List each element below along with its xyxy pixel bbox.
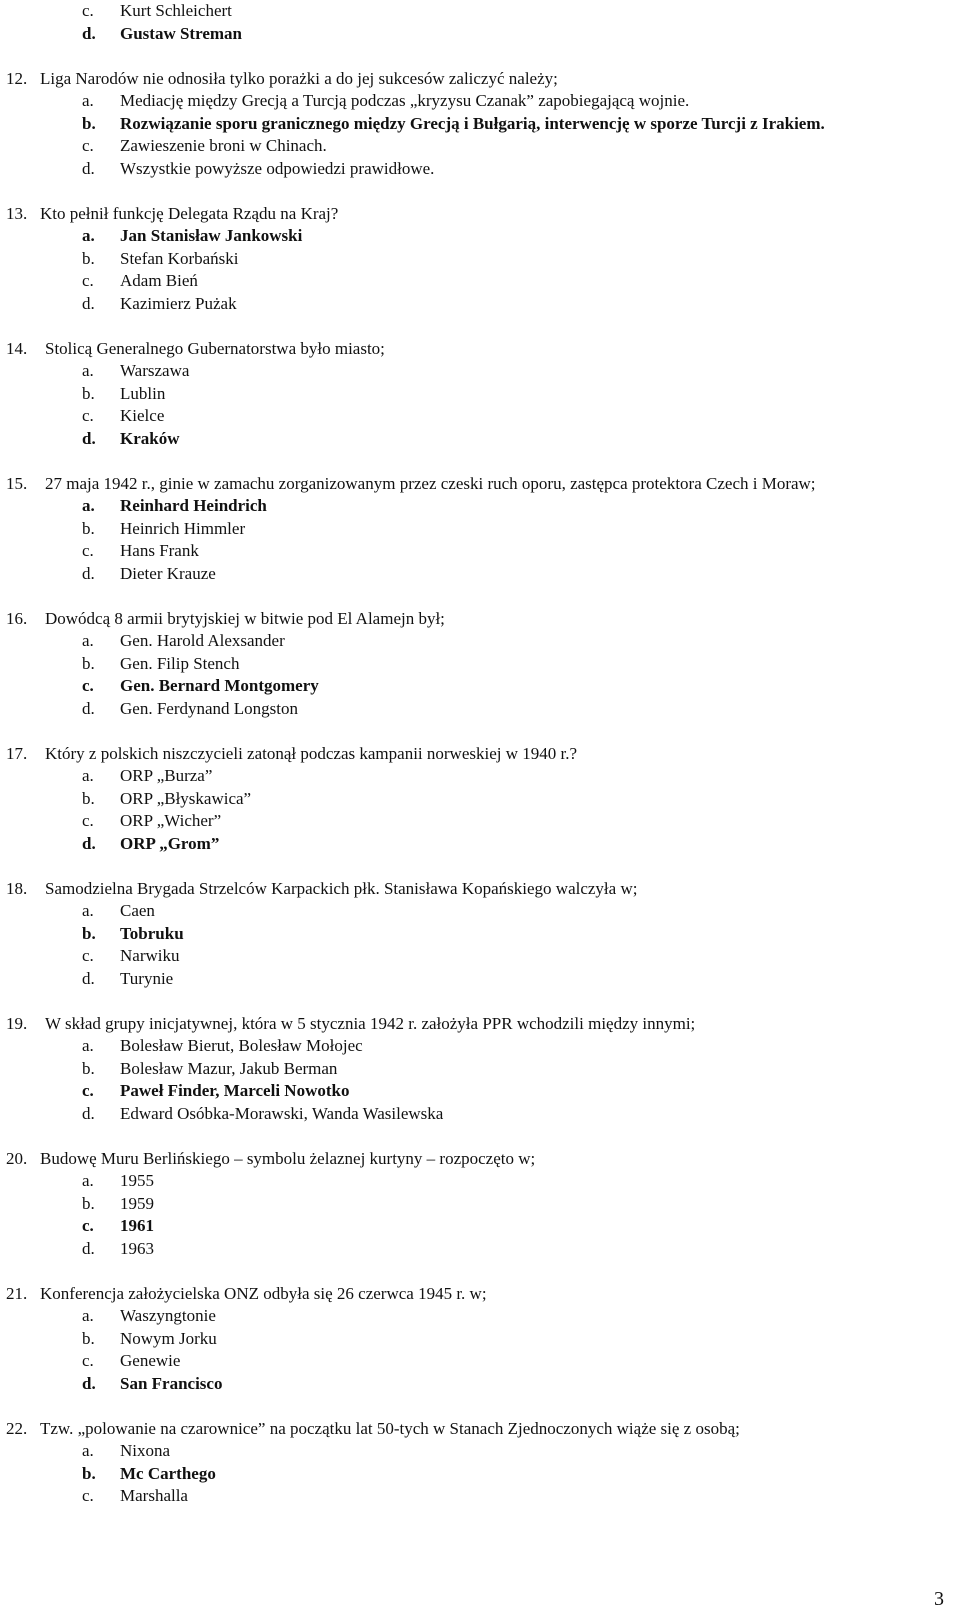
question-text: Budowę Muru Berlińskiego – symbolu żelaznej kurtyny – rozpoczęto w; bbox=[40, 1148, 536, 1168]
question-number: 22. bbox=[6, 1418, 28, 1438]
page-number: 3 bbox=[934, 1588, 944, 1610]
answer-text: 1963 bbox=[120, 1238, 154, 1258]
answer-text: ORP „Burza” bbox=[120, 766, 213, 785]
answer-text: Edward Osóbka-Morawski, Wanda Wasilewska bbox=[120, 1103, 444, 1123]
answer-letter: d. bbox=[82, 1238, 95, 1258]
answer-text: Jan Stanisław Jankowski bbox=[120, 226, 303, 245]
answer-text: Reinhard Heindrich bbox=[120, 496, 267, 515]
answer-text: Adam Bień bbox=[120, 271, 198, 290]
answer-text: Gen. Ferdynand Longston bbox=[120, 698, 299, 718]
question-text: Który z polskich niszczycieli zatonął podczas kampanii norweskiej w 1940 r.? bbox=[45, 743, 578, 763]
answer-text: Tobruku bbox=[120, 923, 184, 943]
answer-letter: a. bbox=[82, 766, 94, 785]
question-number: 13. bbox=[6, 203, 28, 223]
answer-letter: a. bbox=[82, 1171, 94, 1190]
question-text: W skład grupy inicjatywnej, która w 5 stycznia 1942 r. założyła PPR wchodzili między innymi; bbox=[45, 1013, 696, 1033]
answer-text: Gustaw Streman bbox=[120, 23, 242, 43]
answer-text: ORP „Grom” bbox=[120, 833, 220, 853]
answer-text: Nixona bbox=[120, 1441, 171, 1460]
answer-text: San Francisco bbox=[120, 1373, 223, 1393]
answer-letter: b. bbox=[82, 1463, 96, 1483]
question-number: 17. bbox=[6, 743, 28, 763]
answer-letter: c. bbox=[82, 676, 94, 695]
answer-letter: c. bbox=[82, 406, 94, 425]
answer-text: Dieter Krauze bbox=[120, 563, 216, 583]
answer-letter: a. bbox=[82, 1036, 94, 1055]
answer-letter: b. bbox=[82, 923, 96, 943]
question-text: Dowódcą 8 armii brytyjskiej w bitwie pod El Alamejn był; bbox=[45, 608, 445, 628]
question-number: 19. bbox=[6, 1013, 28, 1033]
answer-letter: a. bbox=[82, 1441, 94, 1460]
question-number: 14. bbox=[6, 338, 28, 358]
question-number: 20. bbox=[6, 1148, 28, 1168]
answer-text: Paweł Finder, Marceli Nowotko bbox=[120, 1081, 350, 1100]
answer-text: Mc Carthego bbox=[120, 1463, 216, 1483]
answer-letter: c. bbox=[82, 1486, 94, 1505]
answer-letter: b. bbox=[82, 518, 95, 538]
question-text: Tzw. „polowanie na czarownice” na początku lat 50-tych w Stanach Zjednoczonych wiąże się z osobą; bbox=[40, 1418, 740, 1438]
answer-letter: a. bbox=[82, 361, 94, 380]
question-number: 16. bbox=[6, 608, 28, 628]
answer-text: Kazimierz Pużak bbox=[120, 293, 237, 313]
question-number: 12. bbox=[6, 68, 28, 88]
answer-text: 1961 bbox=[120, 1216, 154, 1235]
answer-letter: b. bbox=[82, 1058, 95, 1078]
answer-letter: c. bbox=[82, 136, 94, 155]
answer-text: Kielce bbox=[120, 406, 165, 425]
answer-letter: b. bbox=[82, 653, 95, 673]
question-number: 21. bbox=[6, 1283, 28, 1303]
answer-text: Bolesław Mazur, Jakub Berman bbox=[120, 1058, 338, 1078]
question-number: 18. bbox=[6, 878, 28, 898]
answer-letter: d. bbox=[82, 563, 95, 583]
answer-text: Zawieszenie broni w Chinach. bbox=[120, 136, 327, 155]
question-text: Liga Narodów nie odnosiła tylko porażki a do jej sukcesów zaliczyć należy; bbox=[40, 68, 558, 88]
answer-text: Kraków bbox=[120, 428, 180, 448]
answer-letter: c. bbox=[82, 946, 94, 965]
answer-text: Gen. Filip Stench bbox=[120, 653, 240, 673]
answer-letter: c. bbox=[82, 811, 94, 830]
answer-text: Narwiku bbox=[120, 946, 180, 965]
answer-letter: d. bbox=[82, 833, 96, 853]
answer-letter: b. bbox=[82, 1328, 95, 1348]
answer-text: Rozwiązanie sporu granicznego między Grecją i Bułgarią, interwencję w sporze Turcji z Irakiem. bbox=[120, 113, 825, 133]
answer-letter: b. bbox=[82, 248, 95, 268]
answer-letter: d. bbox=[82, 428, 96, 448]
answer-letter: d. bbox=[82, 158, 95, 178]
question-text: Samodzielna Brygada Strzelców Karpackich płk. Stanisława Kopańskiego walczyła w; bbox=[45, 878, 638, 898]
answer-letter: c. bbox=[82, 1081, 94, 1100]
question-number: 15. bbox=[6, 473, 28, 493]
answer-text: Bolesław Bierut, Bolesław Mołojec bbox=[120, 1036, 363, 1055]
answer-text: Nowym Jorku bbox=[120, 1328, 217, 1348]
answer-letter: d. bbox=[82, 293, 95, 313]
answer-letter: a. bbox=[82, 901, 94, 920]
answer-letter: c. bbox=[82, 1, 94, 20]
answer-letter: a. bbox=[82, 631, 94, 650]
answer-letter: b. bbox=[82, 1193, 95, 1213]
answer-text: Wszystkie powyższe odpowiedzi prawidłowe. bbox=[120, 158, 435, 178]
answer-text: Waszyngtonie bbox=[120, 1306, 216, 1325]
question-text: 27 maja 1942 r., ginie w zamachu zorganizowanym przez czeski ruch oporu, zastępca protektora Czech i Moraw; bbox=[45, 473, 816, 493]
answer-letter: d. bbox=[82, 968, 95, 988]
answer-text: Lublin bbox=[120, 383, 166, 403]
answer-letter: a. bbox=[82, 496, 95, 515]
question-text: Konferencja założycielska ONZ odbyła się 26 czerwca 1945 r. w; bbox=[40, 1283, 487, 1303]
answer-letter: b. bbox=[82, 788, 95, 808]
answer-letter: a. bbox=[82, 91, 94, 110]
question-text: Stolicą Generalnego Gubernatorstwa było miasto; bbox=[45, 338, 385, 358]
answer-text: Stefan Korbański bbox=[120, 248, 239, 268]
answer-letter: a. bbox=[82, 226, 95, 245]
answer-text: Genewie bbox=[120, 1351, 181, 1370]
answer-letter: c. bbox=[82, 1351, 94, 1370]
answer-letter: d. bbox=[82, 698, 95, 718]
answer-text: Warszawa bbox=[120, 361, 190, 380]
answer-text: Caen bbox=[120, 901, 155, 920]
answer-text: Gen. Bernard Montgomery bbox=[120, 676, 319, 695]
answer-text: Kurt Schleichert bbox=[120, 1, 232, 20]
answer-letter: b. bbox=[82, 113, 96, 133]
answer-letter: a. bbox=[82, 1306, 94, 1325]
answer-letter: d. bbox=[82, 1103, 95, 1123]
answer-text: 1955 bbox=[120, 1171, 154, 1190]
answer-letter: c. bbox=[82, 1216, 94, 1235]
answer-text: ORP „Błyskawica” bbox=[120, 788, 252, 808]
answer-letter: b. bbox=[82, 383, 95, 403]
answer-text: Heinrich Himmler bbox=[120, 518, 246, 538]
answer-text: 1959 bbox=[120, 1193, 154, 1213]
answer-letter: d. bbox=[82, 1373, 96, 1393]
answer-text: ORP „Wicher” bbox=[120, 811, 222, 830]
answer-text: Mediację między Grecją a Turcją podczas „kryzysu Czanak” zapobiegającą wojnie. bbox=[120, 91, 690, 110]
answer-text: Marshalla bbox=[120, 1486, 188, 1505]
answer-text: Gen. Harold Alexsander bbox=[120, 631, 285, 650]
answer-text: Hans Frank bbox=[120, 541, 199, 560]
answer-letter: c. bbox=[82, 271, 94, 290]
answer-letter: d. bbox=[82, 23, 96, 43]
answer-letter: c. bbox=[82, 541, 94, 560]
question-text: Kto pełnił funkcję Delegata Rządu na Kraj? bbox=[40, 203, 339, 223]
answer-text: Turynie bbox=[120, 968, 174, 988]
